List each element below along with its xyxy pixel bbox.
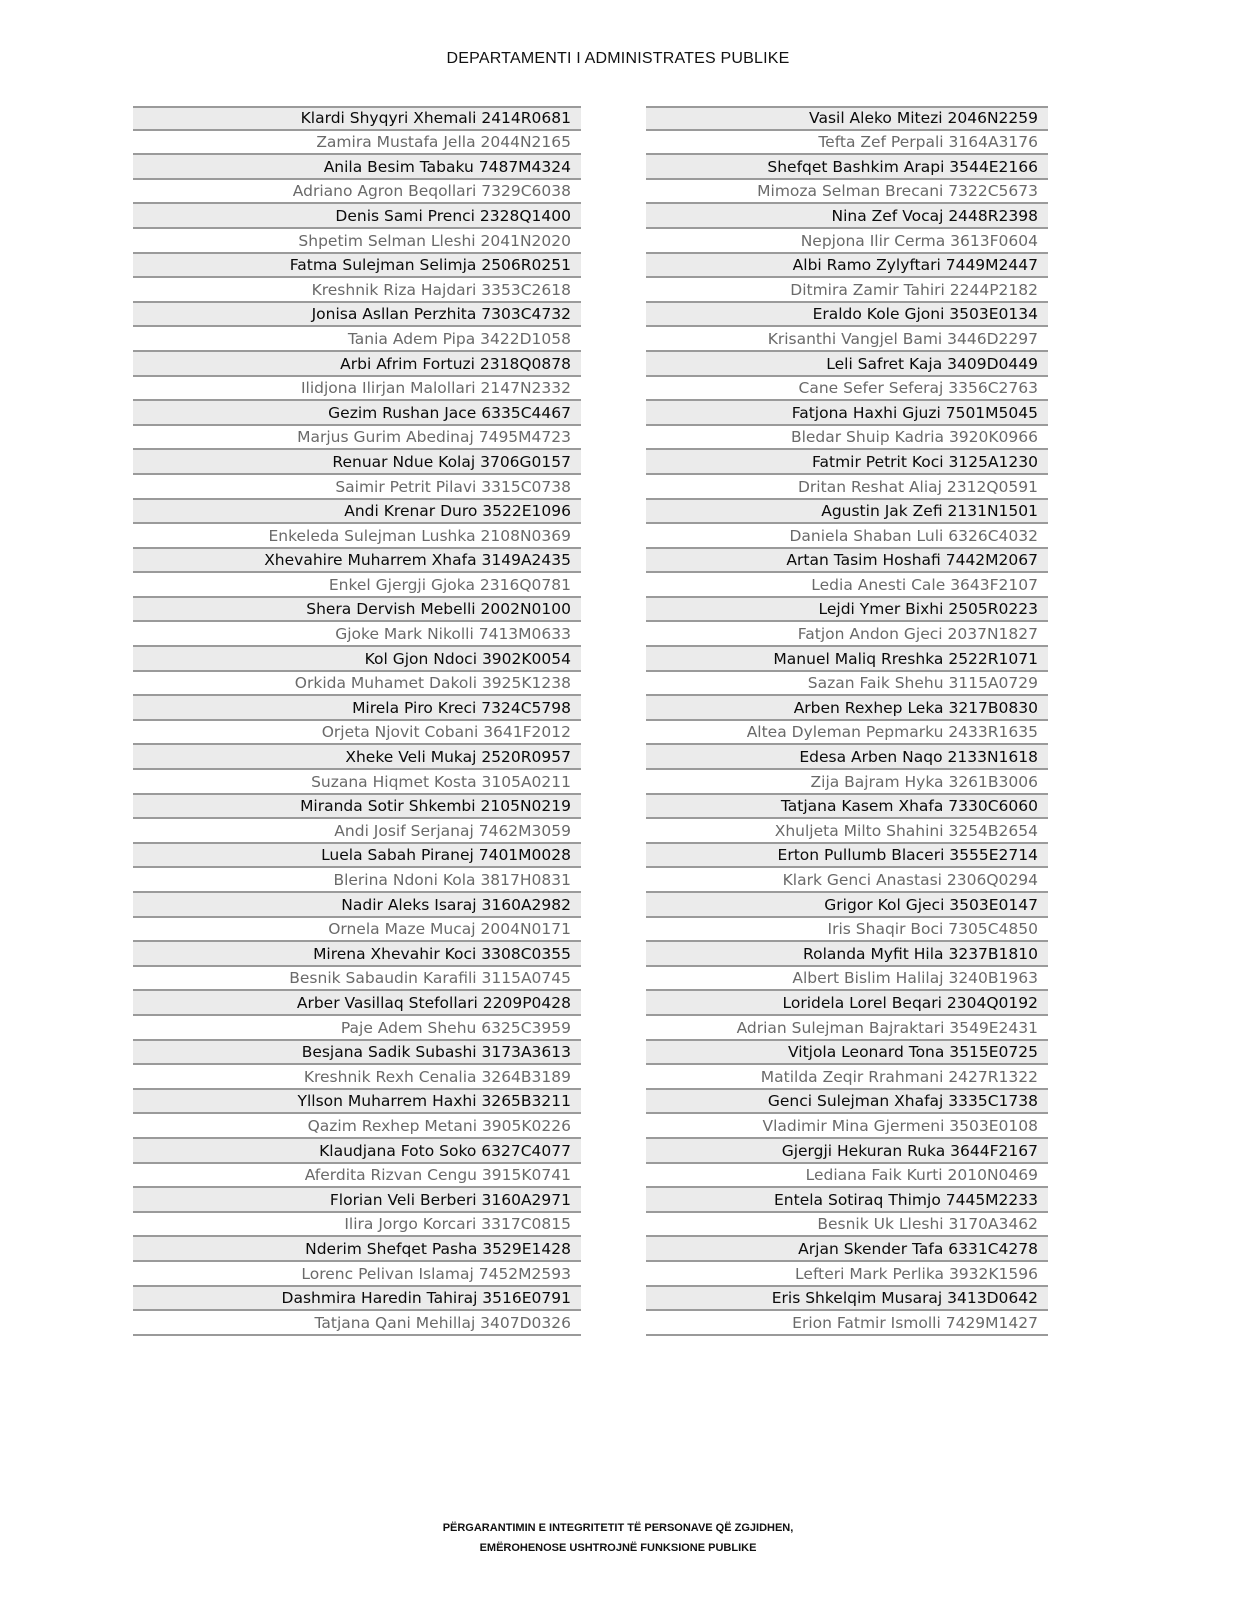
list-item: Artan Tasim Hoshafi 7442M2067 — [646, 549, 1048, 574]
page-title: DEPARTAMENTI I ADMINISTRATES PUBLIKE — [446, 50, 790, 67]
list-item: Denis Sami Prenci 2328Q1400 — [133, 204, 581, 229]
list-item: Besnik Sabaudin Karafili 3115A0745 — [133, 967, 581, 992]
list-item: Bledar Shuip Kadria 3920K0966 — [646, 426, 1048, 451]
list-item: Klaudjana Foto Soko 6327C4077 — [133, 1139, 581, 1164]
list-item: Lediana Faik Kurti 2010N0469 — [646, 1164, 1048, 1189]
list-item: Lorenc Pelivan Islamaj 7452M2593 — [133, 1262, 581, 1287]
list-item: Jonisa Asllan Perzhita 7303C4732 — [133, 303, 581, 328]
list-item: Vladimir Mina Gjermeni 3503E0108 — [646, 1114, 1048, 1139]
list-item: Blerina Ndoni Kola 3817H0831 — [133, 868, 581, 893]
list-item: Miranda Sotir Shkembi 2105N0219 — [133, 795, 581, 820]
list-item: Mirena Xhevahir Koci 3308C0355 — [133, 942, 581, 967]
list-item: Gezim Rushan Jace 6335C4467 — [133, 401, 581, 426]
list-item: Tatjana Kasem Xhafa 7330C6060 — [646, 795, 1048, 820]
list-item: Manuel Maliq Rreshka 2522R1071 — [646, 647, 1048, 672]
list-item: Eraldo Kole Gjoni 3503E0134 — [646, 303, 1048, 328]
list-item: Sazan Faik Shehu 3115A0729 — [646, 672, 1048, 697]
list-item: Enkel Gjergji Gjoka 2316Q0781 — [133, 573, 581, 598]
list-item: Besnik Uk Lleshi 3170A3462 — [646, 1213, 1048, 1238]
list-item: Kreshnik Riza Hajdari 3353C2618 — [133, 278, 581, 303]
list-item: Nepjona Ilir Cerma 3613F0604 — [646, 229, 1048, 254]
list-item: Shera Dervish Mebelli 2002N0100 — [133, 598, 581, 623]
list-item: Aferdita Rizvan Cengu 3915K0741 — [133, 1164, 581, 1189]
list-item: Adrian Sulejman Bajraktari 3549E2431 — [646, 1016, 1048, 1041]
list-item: Nina Zef Vocaj 2448R2398 — [646, 204, 1048, 229]
list-item: Vitjola Leonard Tona 3515E0725 — [646, 1041, 1048, 1066]
list-item: Genci Sulejman Xhafaj 3335C1738 — [646, 1090, 1048, 1115]
list-item: Andi Josif Serjanaj 7462M3059 — [133, 819, 581, 844]
list-item: Renuar Ndue Kolaj 3706G0157 — [133, 450, 581, 475]
list-item: Tania Adem Pipa 3422D1058 — [133, 327, 581, 352]
list-item: Xhuljeta Milto Shahini 3254B2654 — [646, 819, 1048, 844]
list-item: Fatma Sulejman Selimja 2506R0251 — [133, 254, 581, 279]
list-item: Loridela Lorel Beqari 2304Q0192 — [646, 991, 1048, 1016]
list-item: Dritan Reshat Aliaj 2312Q0591 — [646, 475, 1048, 500]
list-item: Lejdi Ymer Bixhi 2505R0223 — [646, 598, 1048, 623]
list-item: Adriano Agron Beqollari 7329C6038 — [133, 180, 581, 205]
list-item: Enkeleda Sulejman Lushka 2108N0369 — [133, 524, 581, 549]
list-item: Zamira Mustafa Jella 2044N2165 — [133, 131, 581, 156]
list-item: Xhevahire Muharrem Xhafa 3149A2435 — [133, 549, 581, 574]
page-footer — [0, 1518, 1236, 1558]
list-item: Mimoza Selman Brecani 7322C5673 — [646, 180, 1048, 205]
list-item: Shpetim Selman Lleshi 2041N2020 — [133, 229, 581, 254]
list-item: Klark Genci Anastasi 2306Q0294 — [646, 868, 1048, 893]
list-item: Fatjona Haxhi Gjuzi 7501M5045 — [646, 401, 1048, 426]
list-item: Altea Dyleman Pepmarku 2433R1635 — [646, 721, 1048, 746]
list-item: Qazim Rexhep Metani 3905K0226 — [133, 1114, 581, 1139]
list-item: Krisanthi Vangjel Bami 3446D2297 — [646, 327, 1048, 352]
list-item: Kreshnik Rexh Cenalia 3264B3189 — [133, 1065, 581, 1090]
list-item: Florian Veli Berberi 3160A2971 — [133, 1188, 581, 1213]
list-item: Nadir Aleks Isaraj 3160A2982 — [133, 893, 581, 918]
list-item: Mirela Piro Kreci 7324C5798 — [133, 696, 581, 721]
list-item: Zija Bajram Hyka 3261B3006 — [646, 770, 1048, 795]
list-item: Suzana Hiqmet Kosta 3105A0211 — [133, 770, 581, 795]
list-item: Matilda Zeqir Rrahmani 2427R1322 — [646, 1065, 1048, 1090]
list-item: Ornela Maze Mucaj 2004N0171 — [133, 918, 581, 943]
right-name-column — [646, 106, 1048, 1336]
list-item: Arjan Skender Tafa 6331C4278 — [646, 1237, 1048, 1262]
list-item: Tatjana Qani Mehillaj 3407D0326 — [133, 1311, 581, 1336]
list-item: Leli Safret Kaja 3409D0449 — [646, 352, 1048, 377]
list-item: Dashmira Haredin Tahiraj 3516E0791 — [133, 1287, 581, 1312]
list-item: Erion Fatmir Ismolli 7429M1427 — [646, 1311, 1048, 1336]
list-item: Klardi Shyqyri Xhemali 2414R0681 — [133, 106, 581, 131]
list-item: Arbi Afrim Fortuzi 2318Q0878 — [133, 352, 581, 377]
list-item: Albert Bislim Halilaj 3240B1963 — [646, 967, 1048, 992]
list-item: Agustin Jak Zefi 2131N1501 — [646, 500, 1048, 525]
list-item: Andi Krenar Duro 3522E1096 — [133, 500, 581, 525]
list-item: Rolanda Myfit Hila 3237B1810 — [646, 942, 1048, 967]
list-item: Luela Sabah Piranej 7401M0028 — [133, 844, 581, 869]
footer-line-1: PËRGARANTIMIN E INTEGRITETIT TË PERSONAVE QË ZGJIDHEN, — [442, 1522, 794, 1534]
list-item: Saimir Petrit Pilavi 3315C0738 — [133, 475, 581, 500]
list-item: Orjeta Njovit Cobani 3641F2012 — [133, 721, 581, 746]
list-item: Ditmira Zamir Tahiri 2244P2182 — [646, 278, 1048, 303]
list-item: Ilira Jorgo Korcari 3317C0815 — [133, 1213, 581, 1238]
footer-line-2: EMËROHENOSE USHTROJNË FUNKSIONE PUBLIKE — [479, 1542, 757, 1554]
list-item: Besjana Sadik Subashi 3173A3613 — [133, 1041, 581, 1066]
list-item: Daniela Shaban Luli 6326C4032 — [646, 524, 1048, 549]
list-item: Lefteri Mark Perlika 3932K1596 — [646, 1262, 1048, 1287]
left-name-column — [133, 106, 581, 1336]
list-item: Fatjon Andon Gjeci 2037N1827 — [646, 622, 1048, 647]
list-item: Marjus Gurim Abedinaj 7495M4723 — [133, 426, 581, 451]
list-item: Ilidjona Ilirjan Malollari 2147N2332 — [133, 377, 581, 402]
list-item: Cane Sefer Seferaj 3356C2763 — [646, 377, 1048, 402]
list-item: Albi Ramo Zylyftari 7449M2447 — [646, 254, 1048, 279]
list-item: Ledia Anesti Cale 3643F2107 — [646, 573, 1048, 598]
list-item: Tefta Zef Perpali 3164A3176 — [646, 131, 1048, 156]
list-item: Iris Shaqir Boci 7305C4850 — [646, 918, 1048, 943]
list-item: Vasil Aleko Mitezi 2046N2259 — [646, 106, 1048, 131]
list-item: Arber Vasillaq Stefollari 2209P0428 — [133, 991, 581, 1016]
list-item: Eris Shkelqim Musaraj 3413D0642 — [646, 1287, 1048, 1312]
list-item: Nderim Shefqet Pasha 3529E1428 — [133, 1237, 581, 1262]
list-item: Anila Besim Tabaku 7487M4324 — [133, 155, 581, 180]
list-item: Arben Rexhep Leka 3217B0830 — [646, 696, 1048, 721]
list-item: Yllson Muharrem Haxhi 3265B3211 — [133, 1090, 581, 1115]
list-item: Grigor Kol Gjeci 3503E0147 — [646, 893, 1048, 918]
list-item: Erton Pullumb Blaceri 3555E2714 — [646, 844, 1048, 869]
list-item: Gjergji Hekuran Ruka 3644F2167 — [646, 1139, 1048, 1164]
list-item: Shefqet Bashkim Arapi 3544E2166 — [646, 155, 1048, 180]
list-item: Fatmir Petrit Koci 3125A1230 — [646, 450, 1048, 475]
list-item: Edesa Arben Naqo 2133N1618 — [646, 745, 1048, 770]
list-item: Xheke Veli Mukaj 2520R0957 — [133, 745, 581, 770]
list-item: Kol Gjon Ndoci 3902K0054 — [133, 647, 581, 672]
list-item: Orkida Muhamet Dakoli 3925K1238 — [133, 672, 581, 697]
list-item: Gjoke Mark Nikolli 7413M0633 — [133, 622, 581, 647]
list-item: Entela Sotiraq Thimjo 7445M2233 — [646, 1188, 1048, 1213]
list-item: Paje Adem Shehu 6325C3959 — [133, 1016, 581, 1041]
